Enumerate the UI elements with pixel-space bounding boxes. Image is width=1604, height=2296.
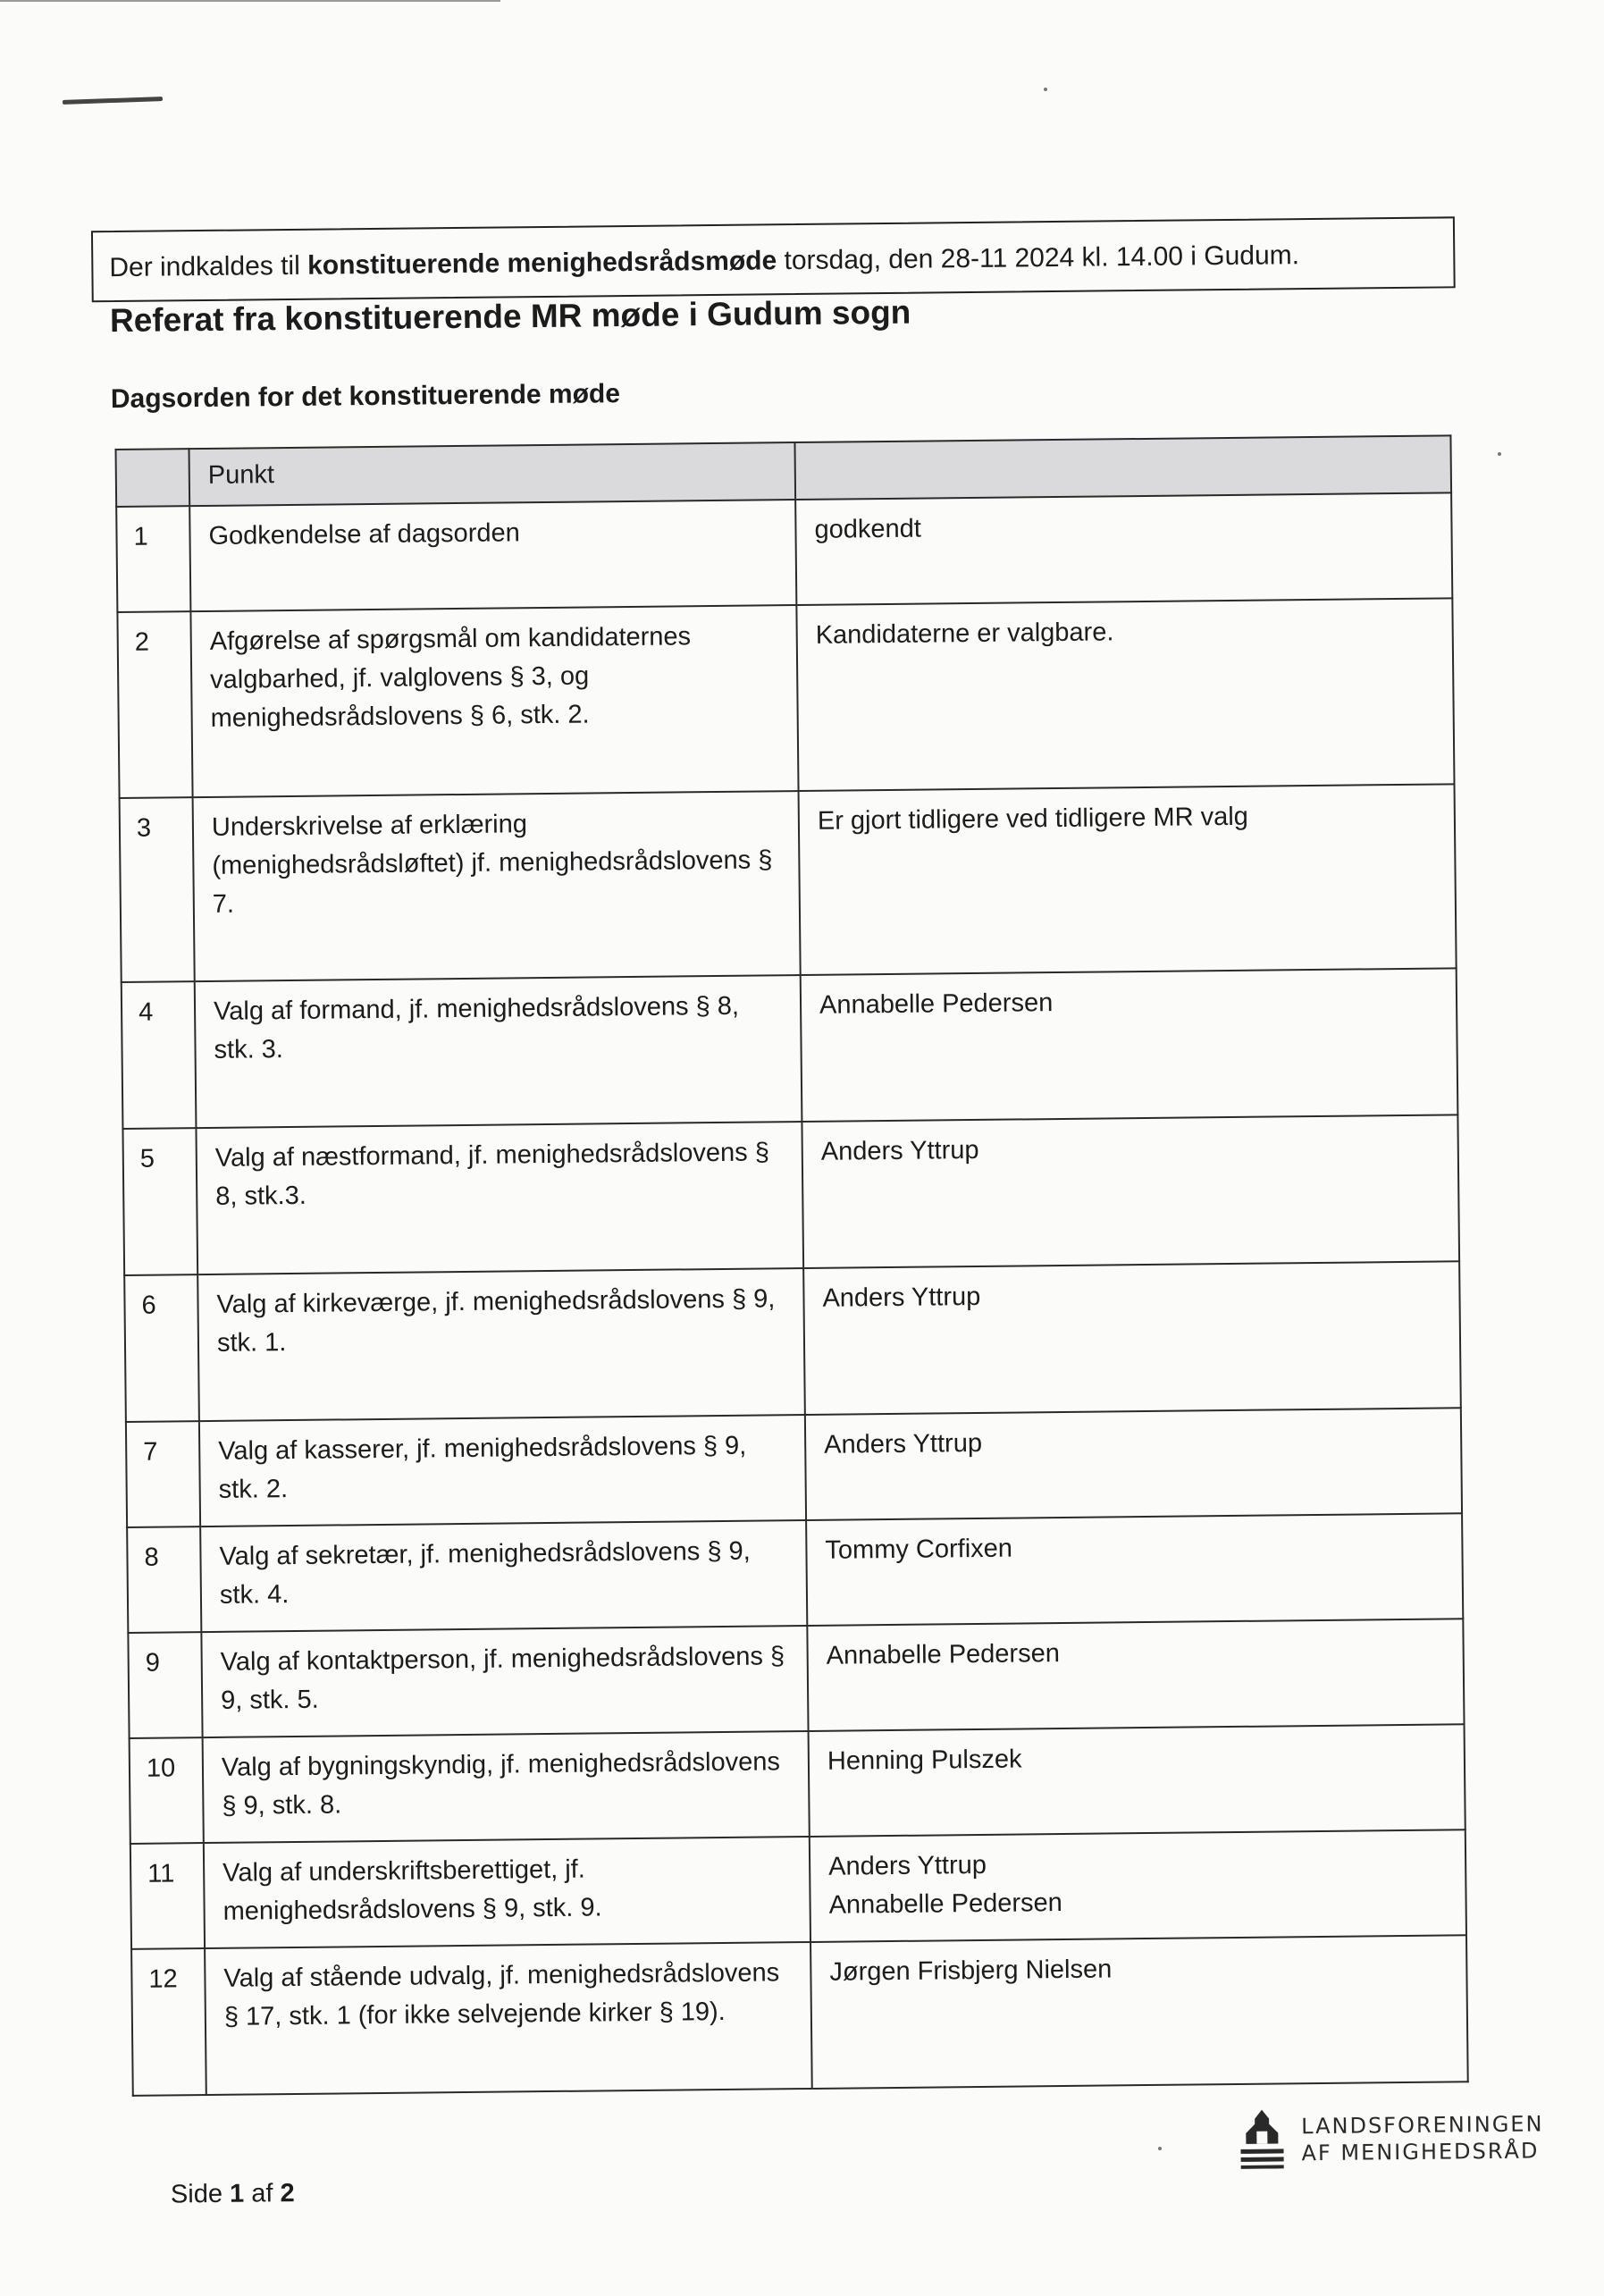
table-row [124, 1261, 1461, 1422]
table-row [120, 784, 1457, 982]
table-row [130, 1724, 1465, 1844]
organization-logo [1239, 2104, 1544, 2178]
row-result: Henning Pulszek [809, 1724, 1465, 1837]
row-result: Anders Yttrup [803, 1261, 1461, 1415]
row-result: Annabelle Pedersen [807, 1619, 1464, 1731]
row-number: 4 [122, 981, 197, 1129]
church-logo-icon [1239, 2107, 1286, 2169]
row-item: Valg af næstformand, jf. menighedsrådslovens § 8, stk.3. [196, 1122, 803, 1274]
agenda-table [114, 434, 1468, 2097]
row-result: Er gjort tidligere ved tidligere MR valg [799, 784, 1457, 975]
table-row [131, 1935, 1468, 2096]
row-number: 12 [131, 1948, 206, 2096]
header-result [794, 435, 1451, 500]
page-total: 2 [280, 2179, 295, 2208]
row-number: 9 [128, 1632, 202, 1738]
row-item: Godkendelse af dagsorden [189, 500, 796, 611]
row-number: 11 [130, 1843, 205, 1949]
header-punkt: Punkt [189, 442, 795, 506]
row-item: Afgørelse af spørgsmål om kandidaternes valgbarhed, jf. valglovens § 3, og menighedsrådslovens § 6, stk. 2. [190, 605, 798, 797]
row-result: Annabelle Pedersen [801, 968, 1458, 1122]
row-number: 1 [116, 506, 190, 612]
table-row [127, 1513, 1463, 1633]
row-number: 8 [127, 1526, 201, 1633]
invitation-box [91, 216, 1456, 302]
row-item: Valg af stående udvalg, jf. menighedsrådslovens § 17, stk. 1 (for ikke selvejende kirker § 19). [205, 1942, 812, 2095]
row-number: 5 [122, 1128, 197, 1275]
logo-line-1: LANDSFORENINGEN [1301, 2111, 1544, 2140]
row-item: Valg af underskriftsberettiget, jf. menighedsrådslovens § 9, stk. 9. [204, 1837, 810, 1948]
row-number: 3 [120, 797, 195, 982]
page-number [171, 2179, 295, 2209]
table-row [130, 1829, 1466, 1949]
row-item: Valg af kontaktperson, jf. menighedsrådslovens § 9, stk. 5. [201, 1626, 808, 1737]
row-result: Anders Yttrup [805, 1408, 1462, 1520]
agenda-heading: Dagsorden for det konstituerende møde [110, 379, 621, 415]
row-number: 6 [124, 1274, 199, 1422]
invitation-bold: konstituerende menighedsrådsmøde [307, 246, 777, 281]
row-number: 10 [130, 1737, 204, 1844]
row-item: Valg af kasserer, jf. menighedsrådslovens § 9, stk. 2. [199, 1415, 806, 1526]
page-prefix: Side [170, 2179, 231, 2209]
row-item: Valg af sekretær, jf. menighedsrådslovens § 9, stk. 4. [200, 1520, 807, 1632]
row-result: Jørgen Frisbjerg Nielsen [810, 1935, 1468, 2089]
document-title: Referat fra konstituerende MR møde i Gudum sogn [109, 293, 911, 340]
scan-edge-line [0, 0, 500, 2]
row-result: godkendt [795, 492, 1452, 605]
row-item: Valg af kirkeværge, jf. menighedsrådslovens § 9, stk. 1. [197, 1268, 805, 1421]
row-result: Kandidaterne er valgbare. [796, 598, 1454, 791]
row-item: Underskrivelse af erklæring (menighedsrådsløftet) jf. menighedsrådslovens § 7. [193, 791, 801, 981]
table-row [116, 492, 1452, 612]
row-result: Tommy Corfixen [806, 1513, 1463, 1626]
table-row [126, 1408, 1462, 1527]
invitation-prefix: Der indkaldes til [109, 250, 308, 283]
row-result: Anders Yttrup [802, 1114, 1459, 1268]
row-number: 2 [117, 611, 192, 798]
row-result: Anders Yttrup Annabelle Pedersen [810, 1829, 1466, 1942]
table-row [128, 1619, 1464, 1738]
row-number: 7 [126, 1421, 200, 1527]
logo-text [1301, 2110, 1544, 2166]
page-middle: af [244, 2179, 281, 2208]
logo-line-2: AF MENIGHEDSRÅD [1301, 2138, 1540, 2166]
header-num-cell [116, 449, 190, 507]
table-row [117, 598, 1454, 798]
invitation-suffix: torsdag, den 28-11 2024 kl. 14.00 i Gudum. [777, 240, 1300, 276]
row-item: Valg af bygningskyndig, jf. menighedsrådslovens § 9, stk. 8. [203, 1731, 810, 1843]
table-row [122, 1114, 1459, 1275]
page-current: 1 [229, 2179, 245, 2208]
table-row [122, 968, 1458, 1129]
row-item: Valg af formand, jf. menighedsrådslovens § 8, stk. 3. [195, 975, 802, 1128]
